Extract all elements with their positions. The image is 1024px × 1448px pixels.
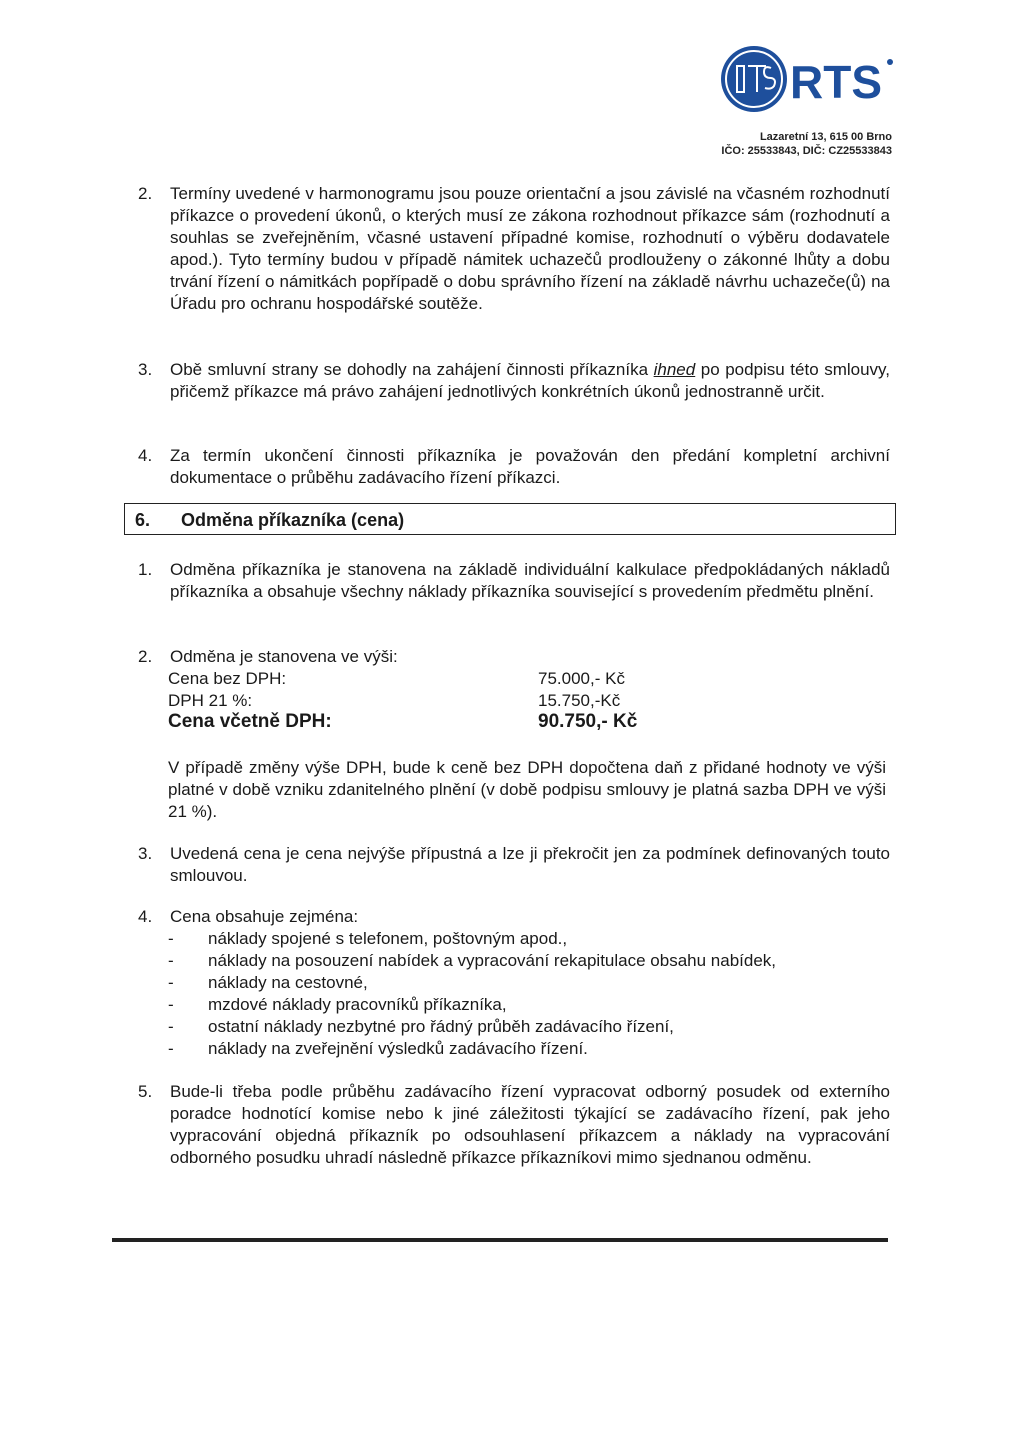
clause-text: Bude-li třeba podle průběhu zadávacího řízení vypracovat odborný posudek od externího poradce hodnotící komise nebo k jiné záležitosti týkající se zadávacího řízení, pak jeho vypracování objedná příkazník po odsouhlasení příkazcem a náklady na vypracování odborného posudku uhradí následně příkazce příkazníkovi mimo sjednanou odměnu.	[170, 1082, 890, 1167]
cost-items-list	[168, 928, 868, 1060]
clause-5-2	[138, 183, 890, 333]
clause-6-2	[138, 646, 890, 668]
clause-5-3	[138, 359, 890, 425]
list-item: - náklady na cestovné,	[168, 973, 368, 992]
clause-text: Cena obsahuje zejména:	[170, 907, 359, 926]
list-item: - mzdové náklady pracovníků příkazníka,	[168, 995, 507, 1014]
price-value: 75.000,- Kč	[538, 669, 625, 688]
clause-number: 3.	[138, 844, 153, 863]
price-label: Cena bez DPH:	[168, 669, 287, 688]
clause-number: 2.	[138, 184, 153, 203]
clause-text: Termíny uvedené v harmonogramu jsou pouze orientační a jsou závislé na včasném rozhodnutí příkazce o provedení úkonů, o kterých musí ze zákona rozhodnout příkazce sám (rozhodnutí a souhlas se zveřejněním, včasné ustavení případné komise, rozhodnutí o výběru dodavatele apod.). Tyto termíny budou v případě námitek uchazečů prodlouženy o zákonné lhůty a dobu trvání řízení o námitkách popřípadě o dobu správního řízení na základě návrhu uchazeče(ů) na Úřadu pro ochranu hospodářské soutěže.	[170, 184, 890, 313]
clause-number: 4.	[138, 907, 153, 926]
clause-text: Obě smluvní strany se dohodly na zahájení činnosti příkazníka ihned po podpisu této smlouvy, přičemž příkazce má právo zahájení jednotlivých konkrétních úkonů jednostranně určit.	[170, 360, 890, 401]
note-text: V případě změny výše DPH, bude k ceně bez DPH dopočtena daň z přidané hodnoty ve výši platné v době vzniku zdanitelného plnění (v době podpisu smlouvy je platná sazba DPH ve výši 21 %).	[168, 758, 886, 821]
emphasis-ihned: ihned	[653, 360, 696, 379]
clause-6-1	[138, 559, 890, 625]
section-heading	[124, 503, 896, 535]
price-label: Cena včetně DPH:	[168, 711, 332, 732]
footer-divider	[112, 1238, 888, 1242]
clause-text: Odměna příkazníka je stanovena na základě individuální kalkulace předpokládaných nákladů příkazníka a obsahuje všechny náklady příkazníka související s provedením předmětu plnění.	[170, 560, 890, 601]
clause-number: 2.	[138, 647, 153, 666]
clause-5-4	[138, 445, 890, 489]
clause-number: 5.	[138, 1082, 153, 1101]
clause-number: 3.	[138, 360, 153, 379]
address-line: Lazaretní 13, 615 00 Brno	[759, 131, 892, 143]
price-value: 15.750,-Kč	[538, 691, 621, 710]
rts-logo	[718, 44, 894, 114]
price-row-base	[168, 668, 768, 692]
clause-6-3	[138, 843, 890, 887]
section-title: Odměna příkazníka (cena)	[181, 510, 405, 530]
clause-text: Uvedená cena je cena nejvýše přípustná a lze ji překročit jen za podmínek definovaných touto smlouvou.	[170, 844, 890, 885]
list-item: - náklady spojené s telefonem, poštovným apod.,	[168, 929, 568, 948]
company-address	[721, 130, 892, 158]
price-value: 90.750,- Kč	[538, 711, 638, 732]
list-item: - náklady na zveřejnění výsledků zadávacího řízení.	[168, 1039, 588, 1058]
clause-text: Odměna je stanovena ve výši:	[170, 647, 398, 666]
logo-wordmark: RTS	[790, 56, 882, 108]
vat-note	[168, 757, 886, 823]
clause-6-4	[138, 906, 890, 928]
section-number: 6.	[135, 510, 151, 530]
clause-number: 4.	[138, 446, 153, 465]
price-label: DPH 21 %:	[168, 691, 253, 710]
clause-number: 1.	[138, 560, 153, 579]
list-item: - náklady na posouzení nabídek a vypracování rekapitulace obsahu nabídek,	[168, 951, 777, 970]
clause-6-5	[138, 1081, 890, 1191]
clause-text: Za termín ukončení činnosti příkazníka je považován den předání kompletní archivní dokumentace o průběhu zadávacího řízení příkazci.	[170, 446, 890, 487]
list-item: - ostatní náklady nezbytné pro řádný průběh zadávacího řízení,	[168, 1017, 674, 1036]
company-ids: IČO: 25533843, DIČ: CZ25533843	[721, 145, 892, 157]
price-row-total	[168, 711, 768, 737]
